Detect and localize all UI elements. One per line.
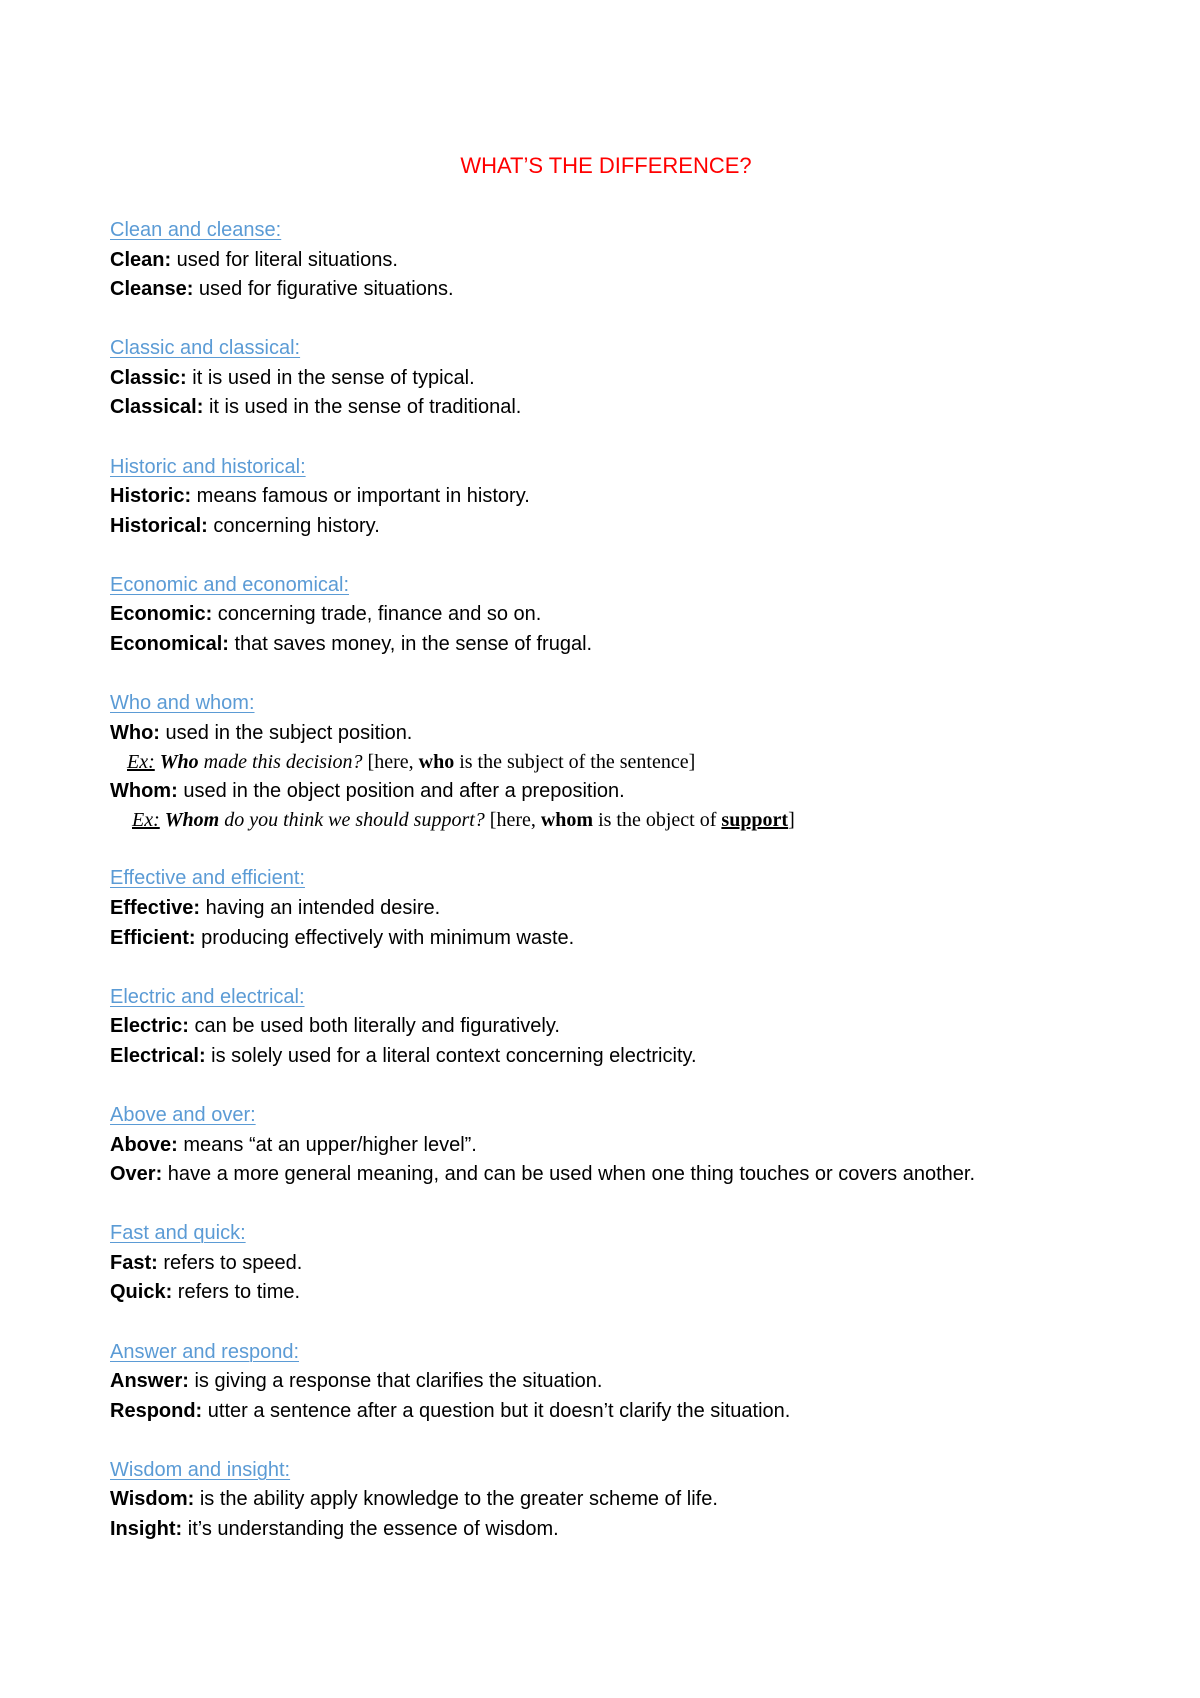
definition-line bbox=[110, 600, 1170, 630]
definition-text: used in the object position and after a preposition. bbox=[177, 779, 625, 802]
page-title: WHAT’S THE DIFFERENCE? bbox=[460, 153, 752, 178]
section-electric-electrical bbox=[110, 983, 1170, 1072]
example-line bbox=[110, 806, 1170, 835]
definition-text: refers to time. bbox=[172, 1281, 301, 1304]
definition-text: is giving a response that clarifies the situation. bbox=[188, 1370, 603, 1393]
example-question: made this decision? bbox=[198, 751, 363, 774]
example-note-keyword: whom bbox=[540, 809, 594, 832]
section-clean-cleanse bbox=[110, 216, 1170, 305]
definition-text: used in the subject position. bbox=[159, 721, 413, 744]
section-heading: Fast and quick: bbox=[110, 1222, 246, 1245]
definition-line bbox=[110, 777, 1170, 807]
section-heading: Clean and cleanse: bbox=[110, 219, 282, 241]
definition-text: is the ability apply knowledge to the greater scheme of life. bbox=[194, 1488, 718, 1511]
section-answer-respond bbox=[110, 1338, 1170, 1427]
section-historic-historical bbox=[110, 453, 1170, 542]
section-heading: Economic and economical: bbox=[110, 573, 350, 596]
definition-line bbox=[110, 1042, 1170, 1072]
definition-term: Insight: bbox=[110, 1518, 183, 1540]
definition-term: Effective: bbox=[110, 897, 201, 919]
definition-line bbox=[110, 1515, 1170, 1545]
definition-term: Efficient: bbox=[110, 926, 196, 949]
definition-term: Answer: bbox=[110, 1370, 189, 1393]
definition-line bbox=[110, 719, 1170, 749]
section-classic-classical bbox=[110, 334, 1170, 423]
definition-term: Economical: bbox=[110, 633, 229, 656]
section-wisdom-insight bbox=[110, 1456, 1170, 1545]
definition-term: Clean: bbox=[110, 248, 172, 271]
definition-term: Economic: bbox=[110, 603, 213, 626]
definition-term: Whom: bbox=[110, 779, 178, 802]
definition-text: is solely used for a literal context concerning electricity. bbox=[205, 1044, 697, 1067]
definition-text: refers to speed. bbox=[157, 1251, 303, 1274]
definition-term: Respond: bbox=[110, 1399, 203, 1422]
section-heading: Effective and efficient: bbox=[110, 867, 305, 890]
definition-text: that saves money, in the sense of frugal. bbox=[228, 633, 593, 656]
example-note: ] bbox=[788, 809, 795, 832]
section-above-over bbox=[110, 1101, 1170, 1190]
section-heading: Classic and classical: bbox=[110, 337, 301, 360]
definition-line bbox=[110, 364, 1170, 394]
example-note: is the subject of the sentence] bbox=[454, 751, 696, 774]
definition-line bbox=[110, 1012, 1170, 1042]
section-effective-efficient bbox=[110, 864, 1170, 953]
definition-line bbox=[110, 630, 1170, 660]
definition-text: it is used in the sense of traditional. bbox=[203, 396, 522, 419]
definition-text: concerning history. bbox=[207, 514, 380, 537]
definition-text: means “at an upper/higher level”. bbox=[177, 1133, 477, 1156]
definition-line bbox=[110, 393, 1170, 423]
definition-line bbox=[110, 1367, 1170, 1397]
definition-term: Historical: bbox=[110, 514, 208, 537]
definition-line bbox=[110, 1249, 1170, 1279]
definition-term: Classical: bbox=[110, 396, 204, 419]
definition-term: Electrical: bbox=[110, 1044, 206, 1067]
definition-term: Historic: bbox=[110, 485, 192, 508]
example-label: Ex: bbox=[127, 751, 155, 774]
example-label: Ex: bbox=[132, 809, 160, 832]
section-heading: Electric and electrical: bbox=[110, 985, 305, 1008]
section-economic-economical bbox=[110, 571, 1170, 660]
definition-term: Fast: bbox=[110, 1251, 158, 1274]
example-note: [here, bbox=[484, 809, 541, 832]
example-note: [here, bbox=[362, 751, 419, 774]
document-body bbox=[110, 216, 1170, 1574]
definition-text: concerning trade, finance and so on. bbox=[212, 603, 542, 626]
definition-line bbox=[110, 275, 1170, 305]
definition-term: Wisdom: bbox=[110, 1488, 195, 1511]
definition-line bbox=[110, 1160, 1170, 1190]
definition-term: Cleanse: bbox=[110, 278, 194, 301]
section-heading: Above and over: bbox=[110, 1103, 256, 1126]
example-question: do you think we should support? bbox=[219, 809, 485, 832]
section-fast-quick bbox=[110, 1219, 1170, 1308]
definition-line bbox=[110, 246, 1170, 276]
definition-text: it is used in the sense of typical. bbox=[186, 366, 475, 389]
definition-text: utter a sentence after a question but it doesn’t clarify the situation. bbox=[202, 1399, 791, 1422]
definition-text: can be used both literally and figuratively. bbox=[188, 1015, 560, 1038]
definition-line bbox=[110, 1397, 1170, 1427]
definition-text: used for figurative situations. bbox=[193, 278, 454, 301]
definition-term: Electric: bbox=[110, 1015, 189, 1038]
section-who-whom bbox=[110, 689, 1170, 835]
section-heading: Answer and respond: bbox=[110, 1340, 300, 1363]
example-keyword: Who bbox=[159, 751, 199, 774]
definition-text: means famous or important in history. bbox=[191, 485, 530, 508]
example-keyword: Whom bbox=[164, 809, 220, 832]
section-heading: Who and whom: bbox=[110, 692, 255, 715]
definition-line bbox=[110, 894, 1170, 924]
example-note-object: support bbox=[721, 809, 789, 832]
definition-line bbox=[110, 482, 1170, 512]
definition-line bbox=[110, 512, 1170, 542]
definition-text: have a more general meaning, and can be used when one thing touches or covers another. bbox=[162, 1163, 976, 1186]
definition-text: having an intended desire. bbox=[200, 897, 441, 919]
definition-text: it’s understanding the essence of wisdom. bbox=[182, 1518, 559, 1540]
definition-term: Quick: bbox=[110, 1281, 173, 1304]
definition-text: producing effectively with minimum waste. bbox=[195, 926, 575, 949]
definition-line bbox=[110, 1131, 1170, 1161]
definition-line bbox=[110, 1485, 1170, 1515]
definition-term: Over: bbox=[110, 1163, 163, 1186]
section-heading: Wisdom and insight: bbox=[110, 1458, 291, 1481]
definition-term: Who: bbox=[110, 721, 160, 744]
definition-term: Classic: bbox=[110, 366, 187, 389]
example-line bbox=[110, 748, 1170, 777]
example-note-keyword: who bbox=[418, 751, 455, 774]
example-note: is the object of bbox=[593, 809, 722, 832]
definition-line bbox=[110, 924, 1170, 954]
definition-line bbox=[110, 1278, 1170, 1308]
definition-term: Above: bbox=[110, 1133, 178, 1156]
section-heading: Historic and historical: bbox=[110, 455, 306, 478]
definition-text: used for literal situations. bbox=[171, 248, 398, 271]
